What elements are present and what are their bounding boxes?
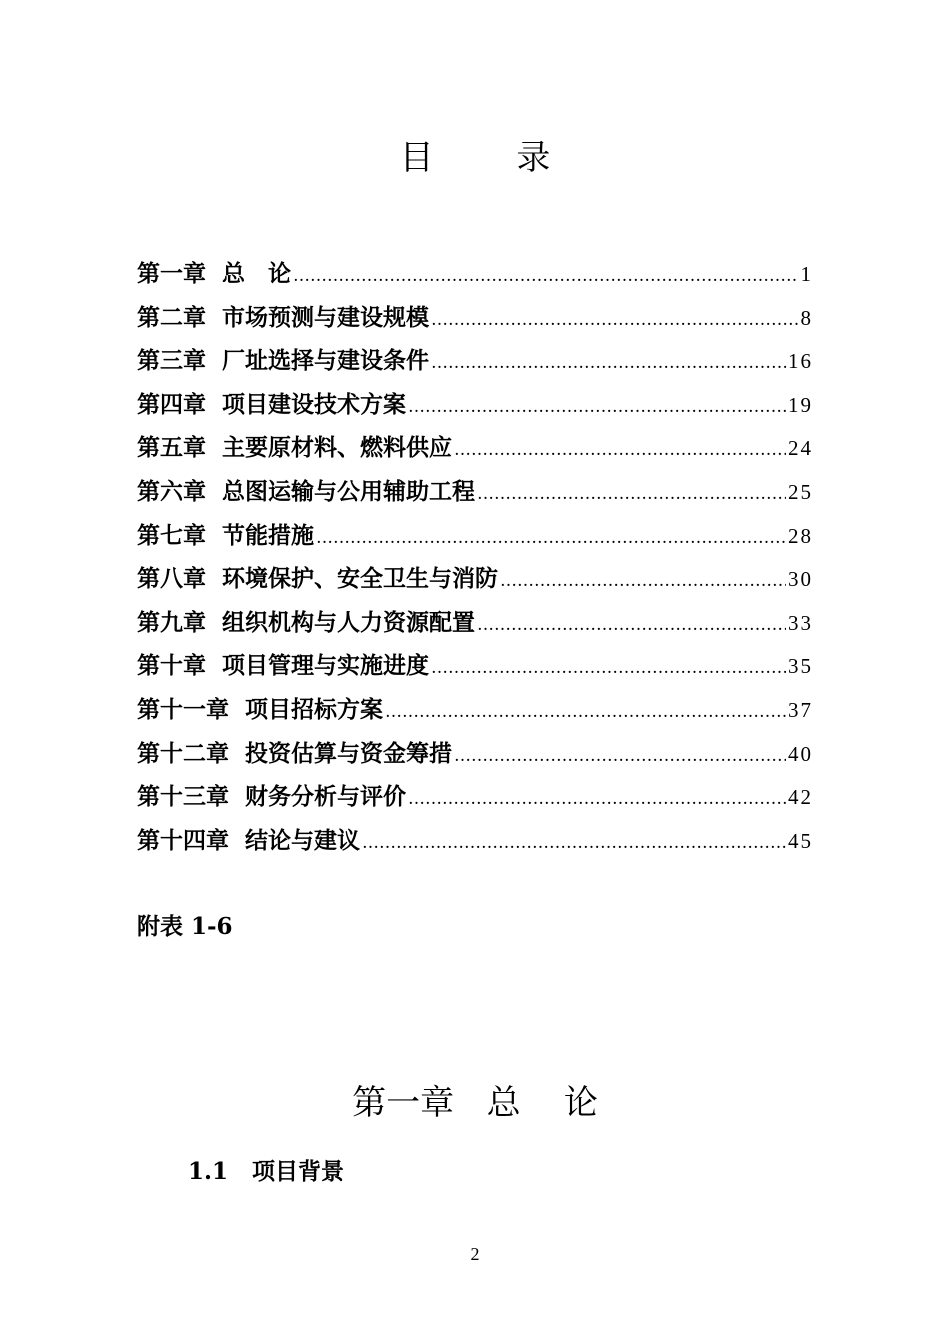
toc-chapter-title: 厂址选择与建设条件 [222, 347, 429, 375]
toc-chapter-title: 项目管理与实施进度 [222, 652, 429, 680]
toc-chapter-number: 第五章 [137, 434, 206, 462]
toc-entry[interactable] [137, 734, 813, 778]
toc-chapter-number: 第八章 [137, 565, 206, 593]
toc-entry[interactable] [137, 821, 813, 865]
toc-chapter-number: 第十章 [137, 652, 206, 680]
toc-chapter-title: 环境保护、安全卫生与消防 [222, 565, 498, 593]
toc-chapter-number: 第十四章 [137, 826, 229, 854]
page-number: 2 [470, 1244, 480, 1264]
toc-page-number: 33 [788, 610, 813, 635]
toc-chapter-title: 总图运输与公用辅助工程 [222, 477, 475, 505]
toc-chapter-title: 财务分析与评价 [245, 783, 406, 811]
toc-entry[interactable] [137, 472, 813, 516]
section-heading: 1.1 项目背景 [188, 1158, 345, 1185]
toc-chapter-number: 第二章 [137, 303, 206, 331]
toc-chapter-number: 第一章 [137, 260, 206, 287]
toc-chapter-number: 第四章 [137, 390, 206, 418]
toc-chapter-title: 组织机构与人力资源配置 [222, 608, 475, 636]
toc-dot-leader [316, 518, 786, 558]
toc-entry[interactable] [137, 777, 813, 821]
toc-page-number: 8 [800, 305, 813, 330]
toc-entry[interactable] [137, 385, 813, 429]
toc-chapter-number: 第三章 [137, 347, 206, 375]
toc-page-number: 24 [788, 436, 813, 461]
toc-page-number: 28 [788, 523, 813, 548]
toc-chapter-number: 第十二章 [137, 739, 229, 767]
toc-dot-leader [500, 561, 786, 601]
toc-chapter-title: 项目招标方案 [245, 695, 383, 723]
toc-chapter-title: 项目建设技术方案 [222, 390, 406, 418]
toc-dot-leader [385, 692, 786, 732]
toc-chapter-title: 总 论 [222, 260, 291, 287]
toc-dot-leader [454, 430, 786, 470]
toc-entry[interactable] [137, 341, 813, 385]
toc-entry[interactable] [137, 603, 813, 647]
toc-dot-leader [293, 256, 799, 296]
toc-page-number: 35 [788, 654, 813, 679]
toc-entry[interactable] [137, 254, 813, 298]
toc-entry[interactable] [137, 428, 813, 472]
toc-chapter-number: 第七章 [137, 521, 206, 549]
toc-dot-leader [408, 779, 786, 819]
chapter-heading: 第一章 总 论 [352, 1083, 598, 1123]
toc-chapter-title: 投资估算与资金筹措 [245, 739, 452, 767]
toc-page-number: 1 [800, 262, 813, 286]
toc-chapter-title: 节能措施 [222, 521, 314, 549]
toc-entry[interactable] [137, 298, 813, 342]
toc-chapter-number: 第十三章 [137, 783, 229, 811]
toc-dot-leader [408, 387, 786, 427]
toc-entry[interactable] [137, 646, 813, 690]
toc-entry[interactable] [137, 516, 813, 560]
appendix-label: 附表 1-6 [137, 913, 233, 940]
toc-page-number: 40 [788, 741, 813, 766]
toc-page-number: 30 [788, 567, 813, 592]
toc-chapter-title: 结论与建议 [245, 826, 360, 854]
toc-chapter-number: 第六章 [137, 477, 206, 505]
toc-dot-leader [431, 343, 786, 383]
toc-page-number: 16 [788, 349, 813, 374]
toc-list [137, 254, 813, 864]
toc-page-number: 25 [788, 479, 813, 504]
toc-page-number: 42 [788, 785, 813, 810]
toc-chapter-title: 市场预测与建设规模 [222, 303, 429, 331]
toc-dot-leader [431, 648, 786, 688]
toc-title: 目 录 [399, 138, 587, 178]
toc-dot-leader [477, 605, 786, 645]
toc-dot-leader [431, 300, 799, 340]
toc-chapter-number: 第九章 [137, 608, 206, 636]
toc-page-number: 37 [788, 697, 813, 722]
toc-dot-leader [454, 736, 786, 776]
toc-page-number: 19 [788, 392, 813, 417]
toc-entry[interactable] [137, 690, 813, 734]
toc-dot-leader [362, 823, 786, 863]
toc-page-number: 45 [788, 828, 813, 853]
toc-chapter-number: 第十一章 [137, 695, 229, 723]
toc-entry[interactable] [137, 559, 813, 603]
toc-chapter-title: 主要原材料、燃料供应 [222, 434, 452, 462]
toc-dot-leader [477, 474, 786, 514]
